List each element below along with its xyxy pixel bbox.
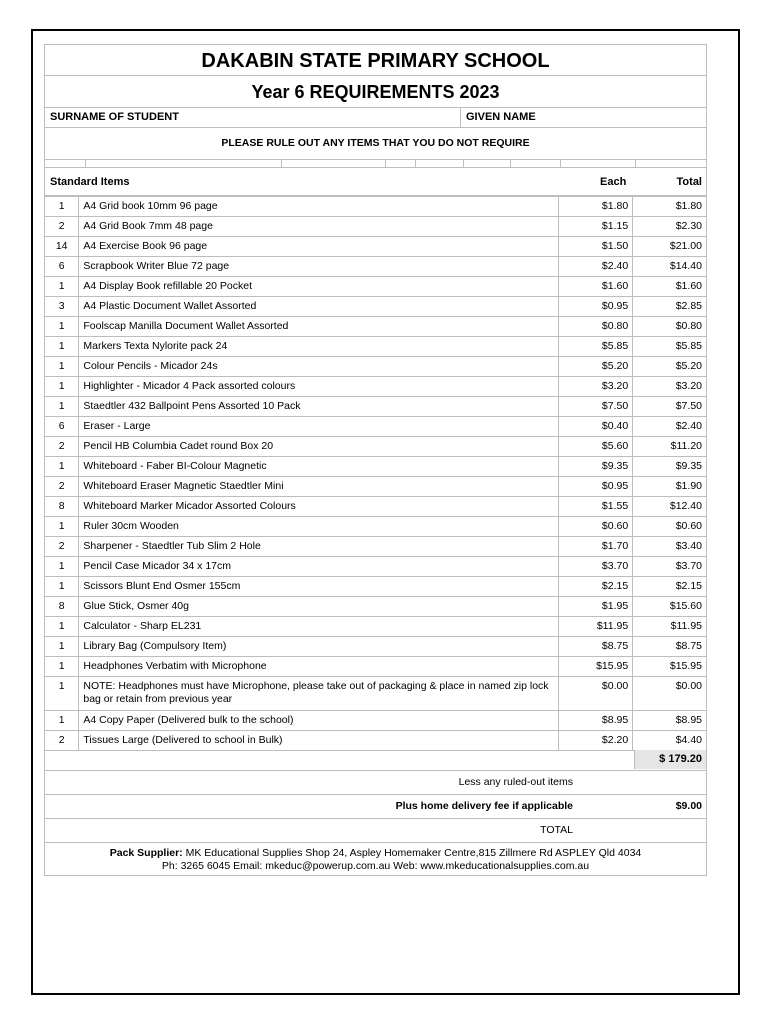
item-total: $3.70 [633,557,707,577]
item-description: A4 Grid Book 7mm 48 page [79,217,559,237]
item-qty: 1 [45,357,79,377]
grand-total-row [44,751,707,771]
item-description: NOTE: Headphones must have Microphone, please take out of packaging & place in named zip lock bag or retain from previous year [79,677,559,711]
item-qty: 1 [45,637,79,657]
item-qty: 1 [45,377,79,397]
item-total: $5.20 [633,357,707,377]
item-description: Pencil HB Columbia Cadet round Box 20 [79,437,559,457]
item-total: $2.15 [633,577,707,597]
table-row [45,557,707,577]
item-description: Whiteboard Eraser Magnetic Staedtler Mini [79,477,559,497]
item-qty: 2 [45,731,79,751]
item-description: Pencil Case Micador 34 x 17cm [79,557,559,577]
item-each-price: $0.40 [559,417,633,437]
item-each-price: $0.00 [559,677,633,711]
item-each-price: $0.95 [559,477,633,497]
item-each-price: $1.80 [559,197,633,217]
item-qty: 1 [45,657,79,677]
total-column-header: Total [676,176,702,188]
item-description: Library Bag (Compulsory Item) [79,637,559,657]
item-each-price: $7.50 [559,397,633,417]
item-qty: 2 [45,477,79,497]
item-total: $7.50 [633,397,707,417]
supplier-contact: Ph: 3265 6045 Email: mkeduc@powerup.com.au Web: www.mkeducationalsupplies.com.au [161,860,590,872]
table-row [45,237,707,257]
item-description: Eraser - Large [79,417,559,437]
item-total: $3.20 [633,377,707,397]
item-total: $0.60 [633,517,707,537]
item-total: $1.60 [633,277,707,297]
item-each-price: $8.95 [559,711,633,731]
item-description: Whiteboard Marker Micador Assorted Colours [79,497,559,517]
item-qty: 1 [45,317,79,337]
year-title: Year 6 REQUIREMENTS 2023 [44,76,707,108]
item-each-price: $11.95 [559,617,633,637]
item-qty: 14 [45,237,79,257]
item-qty: 6 [45,417,79,437]
item-total: $14.40 [633,257,707,277]
item-each-price: $2.20 [559,731,633,751]
supplier-address: MK Educational Supplies Shop 24, Aspley Homemaker Centre,815 Zillmere Rd ASPLEY Qld 4034 [185,847,642,859]
table-row [45,577,707,597]
item-qty: 1 [45,517,79,537]
item-qty: 3 [45,297,79,317]
item-total: $8.95 [633,711,707,731]
item-total: $11.95 [633,617,707,637]
table-row [45,257,707,277]
table-row [45,377,707,397]
table-row [45,731,707,751]
table-row [45,397,707,417]
supplier-info [44,843,707,876]
item-qty: 2 [45,217,79,237]
school-name: DAKABIN STATE PRIMARY SCHOOL [44,44,707,76]
table-row [45,417,707,437]
item-each-price: $15.95 [559,657,633,677]
item-qty: 1 [45,457,79,477]
item-description: Scissors Blunt End Osmer 155cm [79,577,559,597]
table-row [45,317,707,337]
item-description: Sharpener - Staedtler Tub Slim 2 Hole [79,537,559,557]
table-row [45,517,707,537]
standard-items-label: Standard Items [50,176,130,188]
table-row [45,217,707,237]
item-each-price: $0.80 [559,317,633,337]
column-ticks [44,160,707,168]
item-total: $8.75 [633,637,707,657]
item-total: $12.40 [633,497,707,517]
delivery-fee-label: Plus home delivery fee if applicable [395,800,573,812]
item-each-price: $2.15 [559,577,633,597]
item-qty: 8 [45,497,79,517]
table-row [45,477,707,497]
item-description: Headphones Verbatim with Microphone [79,657,559,677]
table-row [45,297,707,317]
table-row [45,637,707,657]
item-qty: 2 [45,537,79,557]
item-each-price: $1.70 [559,537,633,557]
item-each-price: $5.20 [559,357,633,377]
delivery-fee-row [44,795,707,819]
item-total: $15.95 [633,657,707,677]
item-total: $9.35 [633,457,707,477]
item-description: Colour Pencils - Micador 24s [79,357,559,377]
item-each-price: $1.15 [559,217,633,237]
item-each-price: $0.60 [559,517,633,537]
item-total: $4.40 [633,731,707,751]
item-total: $3.40 [633,537,707,557]
student-name-row [44,108,707,128]
item-total: $5.85 [633,337,707,357]
item-description: Highlighter - Micador 4 Pack assorted colours [79,377,559,397]
item-qty: 1 [45,557,79,577]
table-row [45,677,707,711]
item-each-price: $2.40 [559,257,633,277]
item-qty: 1 [45,277,79,297]
requirements-sheet [44,44,707,876]
item-each-price: $1.55 [559,497,633,517]
item-description: Whiteboard - Faber BI-Colour Magnetic [79,457,559,477]
item-total: $2.30 [633,217,707,237]
item-description: A4 Grid book 10mm 96 page [79,197,559,217]
ruled-out-row [44,771,707,795]
rule-out-note: PLEASE RULE OUT ANY ITEMS THAT YOU DO NOT REQUIRE [44,128,707,160]
item-qty: 1 [45,337,79,357]
item-qty: 1 [45,677,79,711]
table-row [45,277,707,297]
item-total: $1.80 [633,197,707,217]
item-qty: 6 [45,257,79,277]
table-row [45,617,707,637]
table-row [45,657,707,677]
table-row [45,357,707,377]
table-row [45,437,707,457]
item-total: $2.85 [633,297,707,317]
item-each-price: $5.85 [559,337,633,357]
item-description: Markers Texta Nylorite pack 24 [79,337,559,357]
item-description: A4 Copy Paper (Delivered bulk to the school) [79,711,559,731]
item-each-price: $9.35 [559,457,633,477]
item-total: $1.90 [633,477,707,497]
item-total: $11.20 [633,437,707,457]
total-label: TOTAL [540,824,573,836]
item-each-price: $1.60 [559,277,633,297]
item-each-price: $3.70 [559,557,633,577]
item-description: A4 Exercise Book 96 page [79,237,559,257]
item-description: Staedtler 432 Ballpoint Pens Assorted 10 Pack [79,397,559,417]
item-each-price: $0.95 [559,297,633,317]
item-total: $0.80 [633,317,707,337]
item-qty: 1 [45,711,79,731]
item-qty: 8 [45,597,79,617]
table-row [45,457,707,477]
item-qty: 1 [45,397,79,417]
table-row [45,337,707,357]
ruled-out-label: Less any ruled-out items [458,776,573,788]
each-column-header: Each [600,176,627,188]
item-total: $2.40 [633,417,707,437]
item-each-price: $3.20 [559,377,633,397]
item-qty: 1 [45,577,79,597]
table-header [44,168,707,196]
surname-label: SURNAME OF STUDENT [50,111,179,123]
items-table [44,196,707,751]
item-each-price: $1.95 [559,597,633,617]
delivery-fee-value: $9.00 [675,800,702,812]
item-each-price: $5.60 [559,437,633,457]
table-row [45,711,707,731]
item-description: A4 Plastic Document Wallet Assorted [79,297,559,317]
item-description: Glue Stick, Osmer 40g [79,597,559,617]
table-row [45,537,707,557]
given-name-label: GIVEN NAME [460,108,536,127]
item-description: Calculator - Sharp EL231 [79,617,559,637]
grand-total-value: $ 179.20 [634,750,706,769]
item-total: $21.00 [633,237,707,257]
item-description: Tissues Large (Delivered to school in Bulk) [79,731,559,751]
item-description: Scrapbook Writer Blue 72 page [79,257,559,277]
supplier-label: Pack Supplier: [109,847,183,859]
table-row [45,497,707,517]
table-row [45,597,707,617]
item-description: Foolscap Manilla Document Wallet Assorted [79,317,559,337]
item-total: $15.60 [633,597,707,617]
item-each-price: $1.50 [559,237,633,257]
item-qty: 2 [45,437,79,457]
item-qty: 1 [45,617,79,637]
item-description: A4 Display Book refillable 20 Pocket [79,277,559,297]
table-row [45,197,707,217]
item-each-price: $8.75 [559,637,633,657]
item-total: $0.00 [633,677,707,711]
item-qty: 1 [45,197,79,217]
item-description: Ruler 30cm Wooden [79,517,559,537]
total-row [44,819,707,843]
